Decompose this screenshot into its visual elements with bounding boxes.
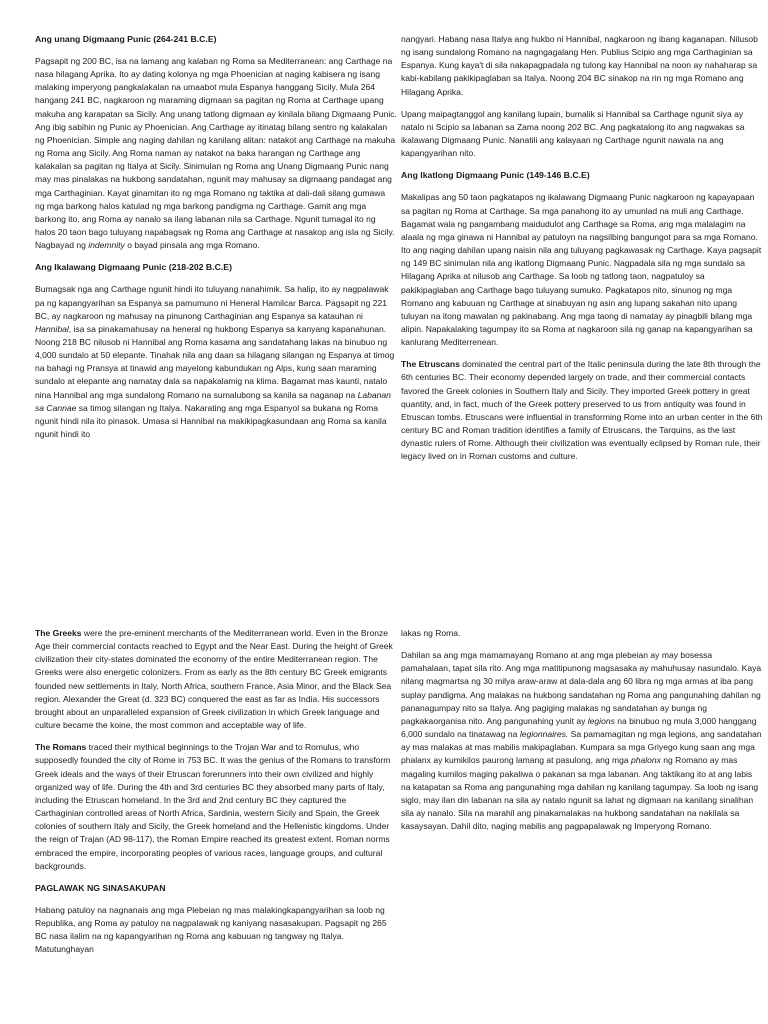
paragraph-second-punic-war: Bumagsak nga ang Carthage ngunit hindi ito tuluyang nanahimik. Sa halip, ito ay nagpalawak pa ng kapangyarihan sa Espanya sa pamumuno ni Heneral Hamilcar Barca. Pagsapit ng 221 BC, ay nagkaroon ng mahusay na pinunong Carthaginian ang Espanya sa katauhan ni Hannibal, isa sa pinakamahusay na heneral ng hukbong Espanya sa kanyang kapanahunan. Noong 218 BC nilusob ni Hannibal ang Roma kasama ang sandatahang lakas na binubuo ng 4,000 sundalo at 50 elepante. Tinahak nila ang daan sa hilagang silangan ng Espanya at timog na bahagi ng Pransya at tinawid ang mayelong kabundukan ng Alps, kung saan maraming sundalo at elepante ang namatay dala sa napakalamig na klima. Bagamat mas kaunti, natalo nina Hannibal ang mga sundalong Romano na sumalubong sa kanila sa naganap na Labanan sa Cannae sa timog silangan ng Italya. Nakarating ang mga Espanyol sa bukana ng Roma ngunit hindi nila ito pinasok. Umasa si Hannibal na makikipagkasundaan ang Roma sa kanila ngunit hindi ito	[35, 284, 395, 440]
lower-left-column	[35, 627, 397, 965]
upper-left-column	[35, 33, 397, 450]
paragraph-etruscans: The Etruscans dominated the central part of the Italic peninsula during the late 8th through the 6th centuries BC. Their economy depended largely on trade, and their commercial contacts favored the Greek colonies in Southern Italy and Sicily. They imported Greek pottery in great quantity, and, in fact, much of the Greek pottery preserved to us from antiquity was found in Etruscan tombs. Etruscans were influential in transforming Rome into an urban center in the 6th century BC and Roman tradition identifies a family of Etruscans, the Tarquins, as the last dynastic rulers of Rome. Although their civilization was eventually eclipsed by Roman rule, their legacy lived on in Roman customs and culture.	[401, 359, 763, 462]
paragraph-legions: Dahilan sa ang mga mamamayang Romano at ang mga plebeian ay may bosessa pamahalaan, tapat sila rito. Ang mga matitipunong magsasaka ay mahuhusay nasundalo. Kaya nilang magmartsa ng 30 milya araw-araw at dala-dala ang 60 libra ng mga armas at iba pang suplay pandigma. Ang malakas na hukbong sandatahan ng Roma ang pangunahing dahilan ng pananagumpay nito sa Italya. Ang pagiging malakas ng sandatahan ay bunga ng pagkakaorganisa nito. Ang pangunahing yunit ay legions na binubuo ng mula 3,000 hanggang 6,000 sundalo na tinatawag na legionnaires. Sa pamamagitan ng mga legions, ang sandatahan ay mas malakas at mas mabilis makipaglaban. Kumpara sa mga Griyego kung saan ang mga phalanx ay kumikilos paurong lamang at pasulong, ang mga phalonx ng Romano ay mas magaling kumilos maging pakaliwa o pakanan sa mga labanan. Ang taktikang ito at ang labis na katapatan sa Roma ang pangunahing mga dahilan ng kanilang tagumpay. Sa loob ng isang siglo, may ilan din labanan na sila ay natalo ngunit sa lahat ng digmaan na kanilang sinalihan sila ay nanalo. Sila na marahil ang pinakamalakas na hukbong sandatahan na nakilala sa kasaysayan. Dahil dito, naging mabilis ang pagpapalawak ng Imperyong Romano.	[401, 650, 762, 832]
paragraph-lakas-ng-roma: lakas ng Roma.	[401, 628, 461, 638]
paragraph-greeks: The Greeks were the pre-eminent merchants of the Mediterranean world. Even in the Bronze Age their commercial contacts reached to Egypt and the Near East. During the height of Greek civilization their city-states dominated the economy of the entire Mediterranean region. The Greeks were also energetic colonizers. From as early as the 8th century BC Greek emigrants founded new settlements in Italy, North Africa, southern France, Asia Minor, and the Black Sea region. Alexander the Great (d. 323 BC) conquered the east as far as India. His successors brought about an unparalleled expansion of Greek civilization in which Greek language and culture became the koine, the most common and acceptable way of life.	[35, 628, 393, 731]
upper-right-column	[401, 33, 763, 473]
lower-right-column	[401, 627, 763, 842]
heading-first-punic-war: Ang unang Digmaang Punic (264-241 B.C.E)	[35, 34, 217, 44]
paragraph-romans: The Romans traced their mythical beginnings to the Trojan War and to Romulus, who supposedly founded the city of Rome in 753 BC. It was the genius of the Romans to transform Greek ideals and the ways of their Etruscan forerunners into their own civilized and highly organized way of life. During the 4th and 3rd centuries BC they absorbed many parts of Italy, including the Etruscan homeland. In the 3rd and 2nd century BC they captured the Carthaginian controlled areas of North Africa, Sardinia, western Sicily and Spain, the Greek colonies of southern Italy and Sicily, the Greek homeland and the Hellenistic kingdoms. Under the reign of Trajan (AD 98-117), the Roman Empire reached its greatest extent. Roman norms embraced the empire, incorporating peoples of various races, language groups, and cultural backgrounds.	[35, 742, 391, 871]
heading-second-punic-war: Ang Ikalawang Digmaang Punic (218-202 B.C.E)	[35, 262, 232, 273]
paragraph-paglawak: Habang patuloy na nagnanais ang mga Plebeian ng mas malakingkapangyarihan sa loob ng Republika, ang Roma ay patuloy na nagpalawak ng kaniyang nasasakupan. Pagsapit ng 265 BC nasa ilalim na ng kapangyarihan ng Roma ang kabuuan ng tangway ng Italya. Matutunghayan	[35, 904, 387, 955]
paragraph-first-punic-war: Pagsapit ng 200 BC, isa na lamang ang kalaban ng Roma sa Mediterranean: ang Carthage na nasa hilagang Aprika. Ito ay dating kolonya ng mga Phoenician at naging kabisera ng isang malaking imperyong pangkalakalan na umaabot mula Espanya hanggang Sicily. Mula 264 hangang 241 BC, nagkaroon ng maraming digmaan sa pagitan ng Roma at Carthage upang makuha ang karapatan sa Sicily. Ang unang tatlong digmaan ay kinilala bilang Digmaang Punic. Ang ibig sabihin ng Punic ay Phoenician. Ang Carthage ay itinatag bilang sentro ng kalakalan ng Phoenician. Simple ang naging dahilan ng kanilang alitan: natakot ang Carthage na makuha ng Roma ang Sicily. Ang Roma naman ay natakot na baka harangan ng Carthage ang kalakalan sa pagitan ng Italya at Sicily. Sinimulan ng Roma ang Unang Digmaang Punic nang may mas pinalakas na hukbong sandatahan, ngunit may mahusay sa digmaang pandagat ang mga Carthaginian. Kayat ginamitan ito ng mga Romano ng taktika at dali-dali silang gumawa ng mga barkong halos katulad ng mga barkong pandigma ng Carthage. Gamit ang mga barkong ito, ang Roma ay nanalo sa ilang labanan nila sa Carthage. Ngunit tumagal ito ng halos 20 taon bago tuluyang napabagsak ng Roma ang Carthage at nasakop ang isla ng Sicily. Nagbayad ng indemnity o bayad pinsala ang mga Romano.	[35, 56, 397, 251]
heading-third-punic-war: Ang Ikatlong Digmaang Punic (149-146 B.C.E)	[401, 170, 590, 181]
heading-paglawak: PAGLAWAK NG SINASAKUPAN	[35, 882, 166, 893]
paragraph-hannibal-italy: nangyari. Habang nasa Italya ang hukbo ni Hannibal, nagkaroon ng ibang kaganapan. Nilusob ng isang sundalong Romano na nagngagalang Hen. Publius Scipio ang mga Carthaginian sa Espanya. Kung kaya't di sila nakapagpadala ng tulong kay Hannibal na noon ay nahaharap sa kabi-kabilang pakikipaglaban sa Italya. Noong 204 BC sinakop na rin ng mga Romano ang Hilagang Aprika.	[401, 34, 758, 97]
page-break	[0, 590, 768, 591]
paragraph-third-punic-war: Makalipas ang 50 taon pagkatapos ng ikalawang Digmaang Punic nagkaroon ng kapayapaan sa pagitan ng Roma at Carthage. Sa mga panahong ito ay umunlad na muli ang Carthage. Bagamat wala ng pangambang maidudulot ang Carthage sa Roma, ang mga malalagim na alaala ng mga ginawa ni Hannibal ay patuloyn na nagsilbing bangungot para sa mga Romano. Ito ang naging dahilan upang naisin nila ang tuluyang pagkawasak ng Carthage. Kaya pagsapit ng 149 BC sinimulan nila ang ikatlong Digmaang Punic. Nagpadala sila ng mga sundalo sa Hilagang Aprika at nilusob ang Carthage. Sa loob ng tatlong taon, nagpatuloy sa pakikipaglaban ang Carthage bago tuluyang sumuko. Pagkatapos nito, sinunog ng mga Romano ang kabuuan ng Carthage at sinabuyan ng asin ang lupang sakahan nito upang tuluyan na itong mawalan ng pakinabang. Ang mga taong di namatay ay pinagbili bilang mga alipin. Napakalaking tagumpay ito sa Roma at nagkaroon sila ng ganap na kapangyarihan sa kanlurang Mediterrenean.	[401, 192, 762, 348]
paragraph-zama: Upang maipagtanggol ang kanilang lupain, bumalik si Hannibal sa Carthage ngunit siya ay natalo ni Scipio sa labanan sa Zama noong 202 BC. Ang pagkatalong ito ang nagwakas sa ikalawang Digmaang Punic. Nanatili ang kalayaan ng Carthage ngunit nawala na ang kapangyarihan nito.	[401, 108, 745, 159]
